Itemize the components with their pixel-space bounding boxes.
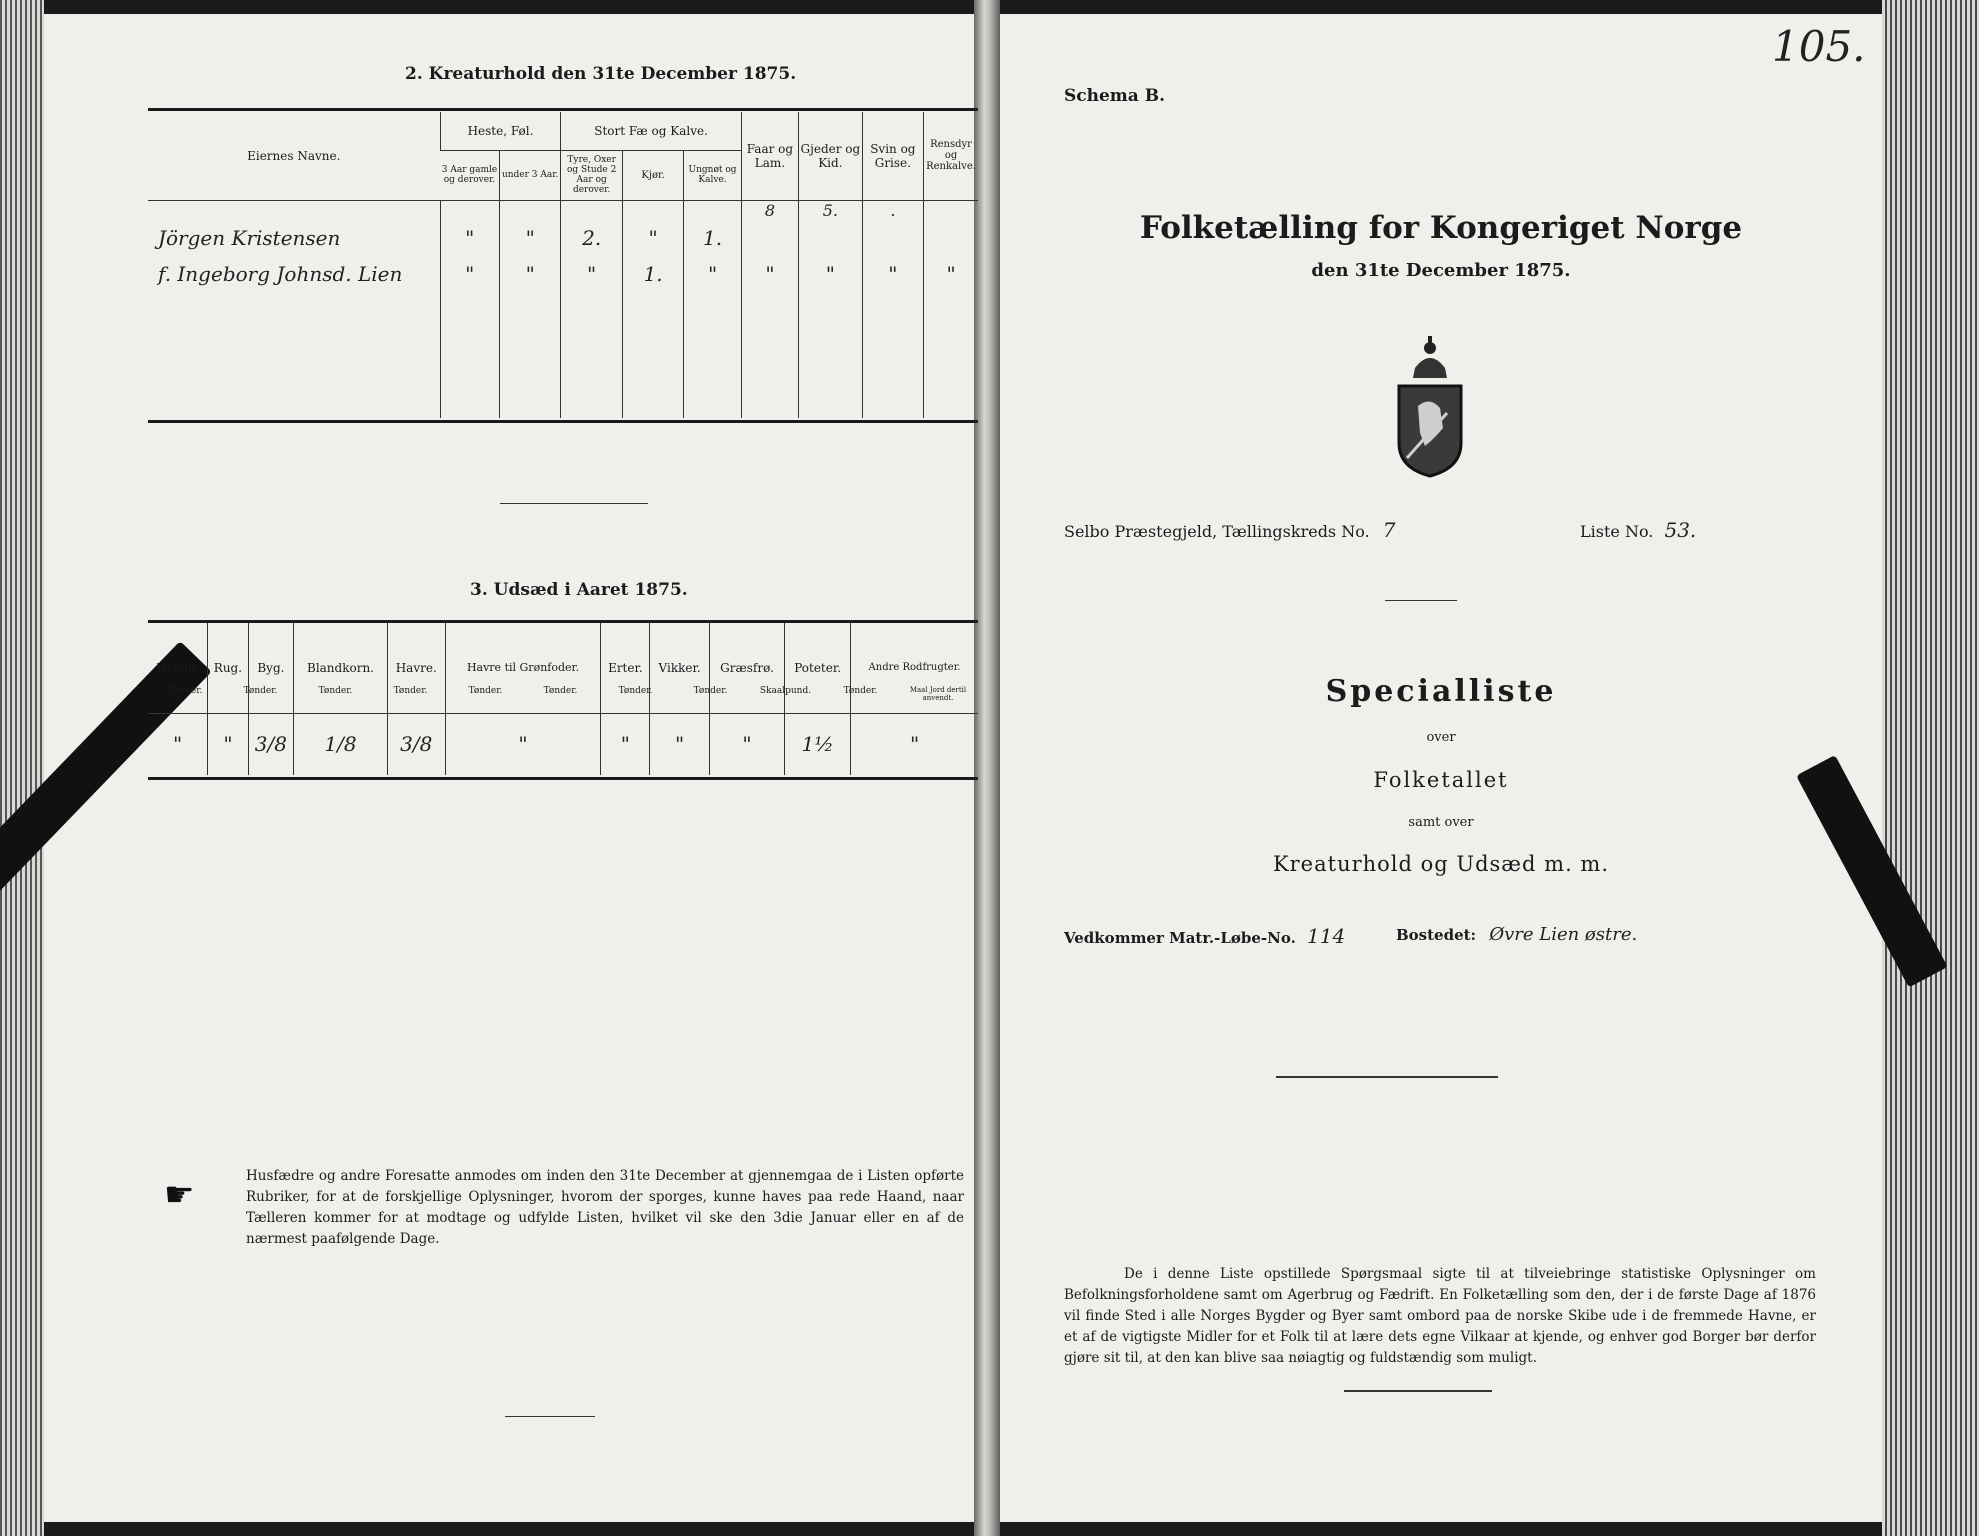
list-number: 53.: [1664, 518, 1697, 542]
goats-total: 5.: [799, 200, 863, 220]
goats-header: Gjeder og Kid.: [799, 112, 863, 200]
page-number: 105.: [1772, 22, 1866, 71]
list-label: Liste No.: [1580, 522, 1654, 541]
samt-over-text: samt over: [1408, 815, 1474, 830]
table-row: Jörgen Kristensen " " 2. " 1.: [148, 220, 978, 256]
seed-header: Erter.: [601, 623, 650, 713]
owner-name: Jörgen Kristensen: [158, 226, 341, 250]
sheep-header: Faar og Lam.: [741, 112, 798, 200]
seed-units-row: Tønder. Tønder. Tønder. Tønder. Tønder. Tønder. Tønder. Tønder. Skaalpund. Tønder. Maal Jord dertil anvendt.: [168, 686, 967, 702]
owner-name: f. Ingeborg Johnsd. Lien: [158, 262, 403, 286]
parish-label: Præstegjeld,: [1114, 522, 1218, 541]
divider: [1385, 600, 1457, 601]
seed-header: Græsfrø.: [709, 623, 784, 713]
special-list-title: Specialliste: [1325, 674, 1557, 709]
seed-header: Vikker.: [650, 623, 709, 713]
parish-line: [1064, 518, 1396, 542]
divider: [1276, 1076, 1498, 1078]
matr-line: [1064, 924, 1345, 948]
pointing-hand-icon: ☛: [164, 1175, 195, 1215]
divider: [500, 503, 648, 504]
census-explanation: De i denne Liste opstillede Spørgsmaal sigte til at tilveiebringe statistiske Oplysninger om Befolkningsforholdene samt om Agerbrug og Fædrift. En Folketælling som den, der i de første Dage af 1876 vil finde Sted i alle Norges Bygder og Byer samt ombord paa de norske Skibe ude i de fremmede Havne, er et af de vigtigste Midler for et Folk til at lære dets egne Vilkaar at kjende, og enhver god Borger bør derfor gjøre sit til, at den kan blive saa nøiagtig og fuldstændig som muligt.: [1064, 1266, 1816, 1366]
bosted-label: Bostedet:: [1396, 926, 1477, 944]
pigs-total: .: [862, 200, 923, 220]
bulls-header: Tyre, Oxer og Stude 2 Aar og derover.: [561, 150, 622, 200]
horses-under3-header: under 3 Aar.: [499, 150, 560, 200]
cattle-group-header: Stort Fæ og Kalve.: [561, 112, 741, 150]
seed-header: Poteter.: [785, 623, 851, 713]
table-row: f. Ingeborg Johnsd. Lien " " " 1. " " " " ": [148, 256, 978, 292]
horses-group-header: Heste, Føl.: [440, 112, 561, 150]
divider: [1344, 1390, 1492, 1392]
left-book-edge: [0, 0, 44, 1536]
norway-coat-of-arms-icon: [1385, 328, 1475, 478]
parish-name: Selbo: [1064, 522, 1110, 541]
matr-number: 114: [1307, 924, 1346, 948]
seed-header: Havre til Grønfoder.: [445, 623, 601, 713]
schema-label: Schema B.: [1064, 86, 1166, 106]
census-title: Folketælling for Kongeriget Norge: [1139, 210, 1743, 246]
divider: [505, 1416, 595, 1417]
cows-header: Kjør.: [622, 150, 683, 200]
seed-header: Rug.: [208, 623, 248, 713]
district-number: 7: [1382, 518, 1396, 542]
district-label: Tællingskreds No.: [1222, 522, 1370, 541]
livestock-seed-text: Kreaturhold og Udsæd m. m.: [1272, 852, 1610, 876]
bosted-value: Øvre Lien østre.: [1489, 924, 1638, 945]
seed-header: Andre Rodfrugter.: [851, 623, 978, 713]
livestock-table: [148, 112, 978, 418]
right-book-edge: [1882, 0, 1979, 1536]
over-text: over: [1426, 730, 1456, 745]
list-line: [1580, 518, 1696, 542]
seed-title: 3. Udsæd i Aaret 1875.: [470, 580, 688, 600]
livestock-title: 2. Kreaturhold den 31te December 1875.: [405, 64, 797, 84]
livestock-total-row: [148, 200, 978, 220]
matr-label: Vedkommer Matr.-Løbe-No.: [1064, 929, 1296, 947]
horses-3plus-header: 3 Aar gamle og derover.: [441, 165, 498, 185]
young-cattle-header: Ungnøt og Kalve.: [684, 150, 741, 200]
reindeer-header: Rensdyr og Renkalve.: [924, 112, 978, 200]
seed-header: Havre.: [387, 623, 445, 713]
seed-header: Hvede.: [148, 623, 208, 713]
sheep-total: 8: [741, 200, 798, 220]
owner-name-header: Eiernes Navne.: [247, 148, 341, 163]
table-row: " " 3/8 1/8 3/8 " " " " 1½ ": [148, 713, 978, 775]
seed-header: Byg.: [248, 623, 294, 713]
pigs-header: Svin og Grise.: [862, 112, 923, 200]
folketallet-text: Folketallet: [1373, 768, 1509, 792]
bosted-line: [1396, 924, 1637, 945]
seed-header: Blandkorn.: [294, 623, 388, 713]
householder-notice: Husfædre og andre Foresatte anmodes om inden den 31te December at gjennemgaa de i Listen opførte Rubriker, for at de forskjellige Oplysninger, hvorom der sporges, kunne haves paa rede Haand, naar Tælleren kommer for at modtage og udfylde Listen, hvilket vil ske den 3die Januar eller en af de nærmest paafølgende Dage.: [246, 1168, 964, 1247]
census-date: den 31te December 1875.: [1311, 260, 1571, 281]
